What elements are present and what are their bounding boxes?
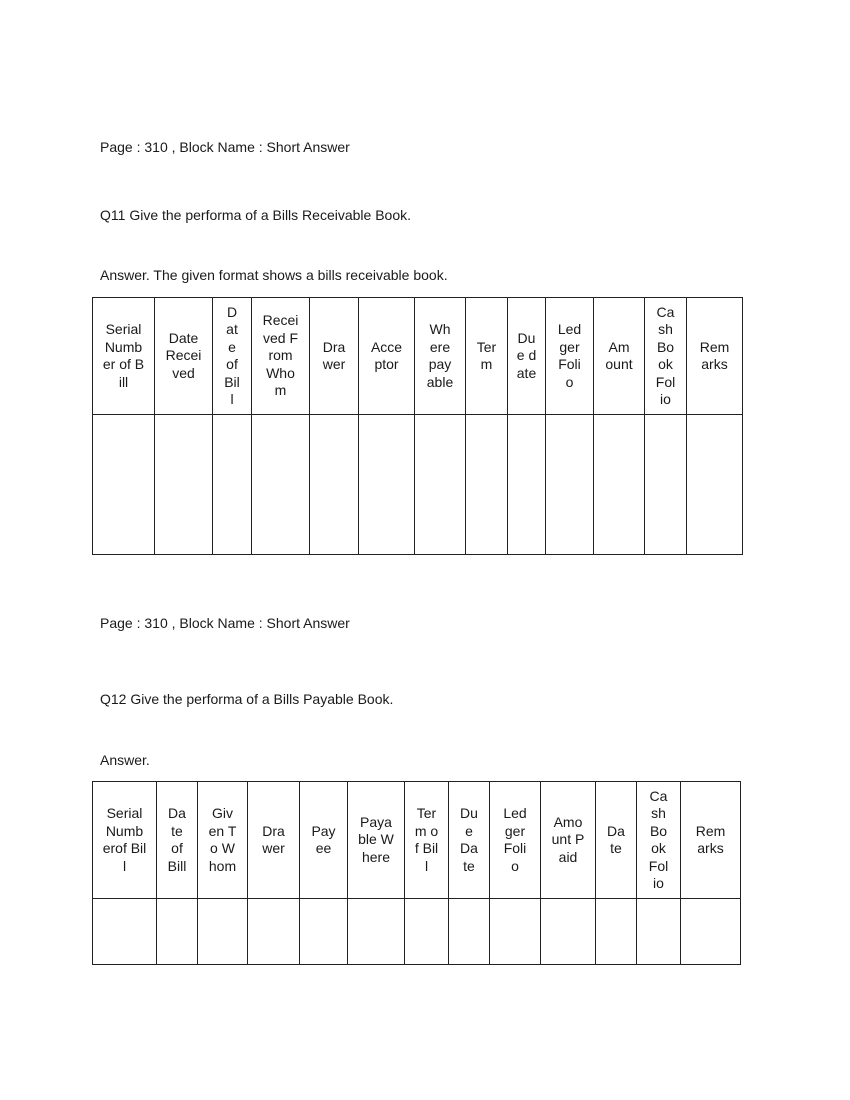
header-cell: Cash Book Folio [637,782,681,899]
question-11: Q11 Give the performa of a Bills Receivable Book. [100,207,412,223]
table-cell [596,899,637,965]
header-cell: Remarks [681,782,741,899]
table-cell [508,415,546,555]
table-row [93,415,743,555]
header-cell: Where payable [415,298,466,415]
table-cell [645,415,687,555]
table-cell [637,899,681,965]
table-cell [248,899,300,965]
header-cell: Payee [300,782,348,899]
table-cell [157,899,198,965]
table-cell [198,899,248,965]
header-cell: Ledger Folio [546,298,594,415]
table-cell [300,899,348,965]
table-cell [252,415,310,555]
table-header-row [93,782,741,899]
table-cell [415,415,466,555]
header-cell: Due date [508,298,546,415]
page-info-1: Page : 310 , Block Name : Short Answer [100,139,350,155]
header-cell: Date [596,782,637,899]
table-cell [155,415,213,555]
header-cell: Payable Where [348,782,405,899]
header-cell: Serial Number of Bill [93,298,155,415]
header-cell: Drawer [248,782,300,899]
table-cell [93,415,155,555]
table-cell [310,415,359,555]
header-cell: Amount Paid [541,782,596,899]
table-cell [594,415,645,555]
table-cell [213,415,252,555]
header-cell: Serial Numberof Bill [93,782,157,899]
header-cell: Given To Whom [198,782,248,899]
table-cell [93,899,157,965]
header-cell: Received From Whom [252,298,310,415]
table-row [93,899,741,965]
header-cell: Cash Book Folio [645,298,687,415]
table-cell [466,415,508,555]
table-cell [405,899,449,965]
header-cell: Term of Bill [405,782,449,899]
header-cell: Amount [594,298,645,415]
question-12: Q12 Give the performa of a Bills Payable Book. [100,691,394,707]
header-cell: Due Date [449,782,490,899]
table-cell [687,415,743,555]
answer-12: Answer. [100,752,150,768]
header-cell: Ledger Folio [490,782,541,899]
table-cell [546,415,594,555]
table-cell [359,415,415,555]
header-cell: Date of Bill [213,298,252,415]
page-info-2: Page : 310 , Block Name : Short Answer [100,615,350,631]
table-cell [490,899,541,965]
header-cell: Remarks [687,298,743,415]
header-cell: Date Received [155,298,213,415]
table-header-row [93,298,743,415]
bills-receivable-table [92,297,743,555]
table-cell [348,899,405,965]
table-cell [541,899,596,965]
bills-payable-table [92,781,741,965]
answer-11: Answer. The given format shows a bills receivable book. [100,267,448,283]
header-cell: Date of Bill [157,782,198,899]
header-cell: Drawer [310,298,359,415]
table-cell [449,899,490,965]
table-cell [681,899,741,965]
header-cell: Term [466,298,508,415]
header-cell: Acceptor [359,298,415,415]
